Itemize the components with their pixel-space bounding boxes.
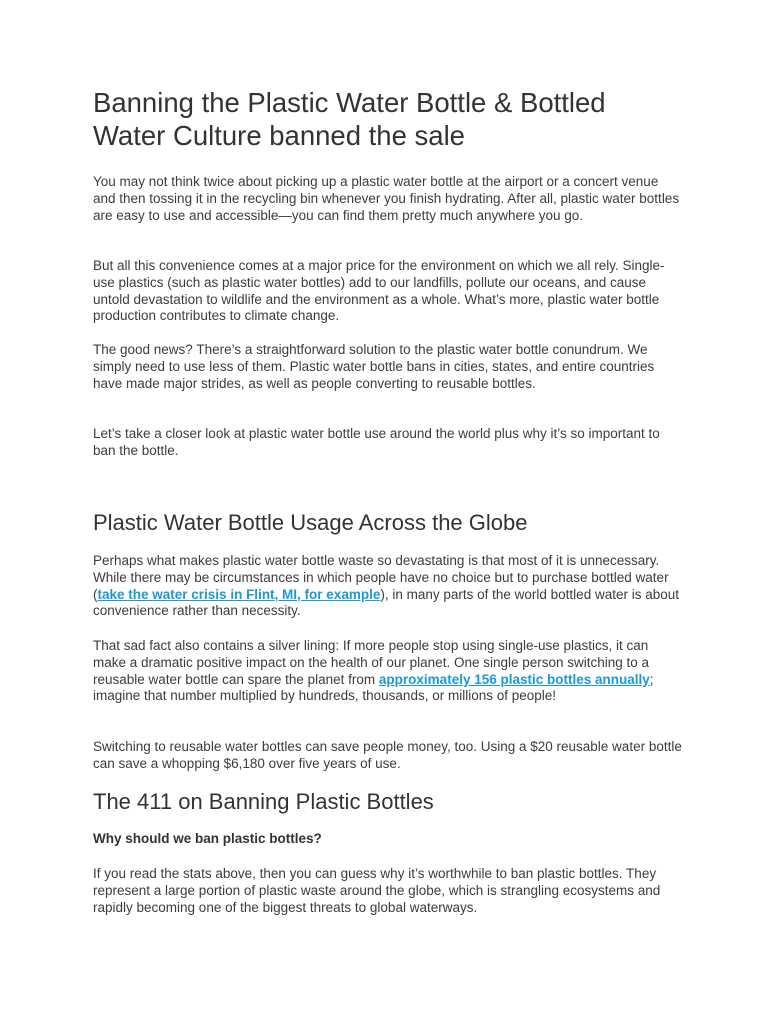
usage-paragraph-2-text-after: ; imagine that number multiplied by hundreds, thousands, or millions of people! xyxy=(93,671,654,704)
plastic-bottles-annually-link[interactable]: approximately 156 plastic bottles annually xyxy=(378,671,650,687)
usage-paragraph-1-text-after: ), in many parts of the world bottled water is about convenience rather than necessity. xyxy=(93,586,679,619)
usage-paragraph-2-text-before: That sad fact also contains a silver lining: If more people stop using single-use plastics, it can make a dramatic positive impact on the health of our planet. One single person switching to a reusable water bottle can spare the planet from xyxy=(93,638,650,687)
page-title: Banning the Plastic Water Bottle & Bottled Water Culture banned the sale xyxy=(93,87,606,151)
usage-paragraph-1-text-before: Perhaps what makes plastic water bottle waste so devastating is that most of it is unnecessary. While there may be circumstances in which people have no choice but to purchase bottled water ( xyxy=(93,553,669,602)
intro-paragraph-1: You may not think twice about picking up a plastic water bottle at the airport or a concert venue and then tossing it in the recycling bin whenever you finish hydrating. After all, plastic water bottles are easy to use and accessible—you can find them pretty much anywhere you go. xyxy=(93,174,680,223)
usage-paragraph-1 xyxy=(93,553,683,620)
section-heading-usage: Plastic Water Bottle Usage Across the Globe xyxy=(93,510,528,535)
intro-paragraph-3: The good news? There’s a straightforward solution to the plastic water bottle conundrum. We simply need to use less of them. Plastic water bottle bans in cities, states, and entire countries have made major strides, as well as people converting to reusable bottles. xyxy=(93,342,655,391)
flint-water-crisis-link[interactable]: take the water crisis in Flint, MI, for example xyxy=(97,586,381,602)
section-heading-ban: The 411 on Banning Plastic Bottles xyxy=(93,789,434,814)
ban-paragraph-1: If you read the stats above, then you can guess why it’s worthwhile to ban plastic bottles. They represent a large portion of plastic waste around the globe, which is strangling ecosystems and rapidly becoming one of the biggest threats to global waterways. xyxy=(93,866,661,915)
intro-paragraph-2: But all this convenience comes at a major price for the environment on which we all rely. Single-use plastics (such as plastic water bottles) add to our landfills, pollute our oceans, and cause untold devastation to wildlife and the environment as a whole. What’s more, plastic water bottle production contributes to climate change. xyxy=(93,258,665,324)
intro-paragraph-4: Let’s take a closer look at plastic water bottle use around the world plus why it’s so important to ban the bottle. xyxy=(93,426,660,458)
subheading-why-ban: Why should we ban plastic bottles? xyxy=(93,831,322,846)
usage-paragraph-3: Switching to reusable water bottles can save people money, too. Using a $20 reusable water bottle can save a whopping $6,180 over five years of use. xyxy=(93,739,682,771)
usage-paragraph-2 xyxy=(93,638,683,705)
